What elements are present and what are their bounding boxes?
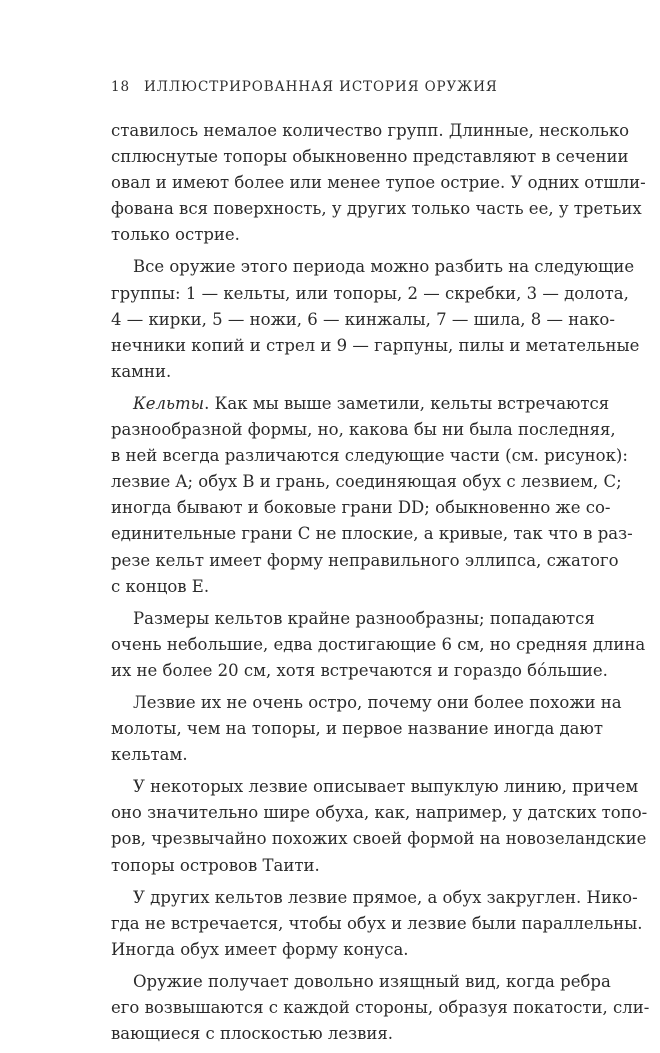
paragraph-5 bbox=[111, 690, 622, 768]
text-line: очень небольшие, едва достигающие 6 см, но средняя длина bbox=[111, 634, 646, 654]
text-line: гда не встречается, чтобы обух и лезвие были параллельны. bbox=[111, 913, 643, 933]
paragraph-7 bbox=[111, 885, 643, 963]
text-line: с концов E. bbox=[111, 576, 210, 596]
text-line: 4 — кирки, 5 — ножи, 6 — кинжалы, 7 — шила, 8 — нако- bbox=[111, 309, 615, 329]
text-line: Иногда обух имеет форму конуса. bbox=[111, 939, 409, 959]
paragraph-3 bbox=[111, 391, 633, 600]
text-line: овал и имеют более или менее тупое острие. У одних отшли- bbox=[111, 173, 646, 193]
text-line: иногда бывают и боковые грани DD; обыкновенно же со- bbox=[111, 498, 611, 518]
text-line: топоры островов Таити. bbox=[111, 855, 320, 875]
paragraph-2 bbox=[111, 254, 640, 384]
text-line: камни. bbox=[111, 361, 172, 381]
text-line: фована вся поверхность, у других только часть ее, у третьих bbox=[111, 199, 642, 219]
text-line: ставилось немалое количество групп. Длинные, несколько bbox=[111, 121, 630, 140]
text-line: только острие. bbox=[111, 225, 240, 245]
text-line: Лезвие их не очень остро, почему они более похожи на bbox=[133, 692, 622, 712]
italic-lead: Кельты bbox=[133, 393, 205, 413]
text-line: оно значительно шире обуха, как, например, у датских топо- bbox=[111, 803, 648, 823]
text-line: нечники копий и стрел и 9 — гарпуны, пилы и метательные bbox=[111, 335, 640, 355]
text-line-rest: . Как мы выше заметили, кельты встречаются bbox=[204, 393, 610, 413]
text-line: группы: 1 — кельты, или топоры, 2 — скребки, 3 — долота, bbox=[111, 283, 629, 303]
text-line: Все оружие этого периода можно разбить на следующие bbox=[133, 257, 635, 277]
text-line: кельтам. bbox=[111, 745, 188, 765]
page-number: 18 bbox=[111, 79, 130, 95]
text-line: сплюснутые топоры обыкновенно представляют в сечении bbox=[111, 147, 629, 167]
text-line: ров, чрезвычайно похожих своей формой на новозеландские bbox=[111, 829, 647, 849]
text-line: Оружие получает довольно изящный вид, когда ребра bbox=[133, 971, 611, 991]
body-text bbox=[111, 118, 650, 1053]
text-line bbox=[111, 391, 610, 417]
paragraph-1 bbox=[111, 118, 646, 248]
text-line: разнообразной формы, но, какова бы ни была последняя, bbox=[111, 420, 616, 440]
text-line: У других кельтов лезвие прямое, а обух закруглен. Нико- bbox=[133, 887, 638, 907]
text-line: резе кельт имеет форму неправильного эллипса, сжатого bbox=[111, 550, 619, 570]
running-head bbox=[111, 79, 498, 95]
text-line: молоты, чем на топоры, и первое название иногда дают bbox=[111, 719, 604, 739]
text-line: Размеры кельтов крайне разнообразны; попадаются bbox=[133, 608, 595, 628]
text-line: в ней всегда различаются следующие части (см. рисунок): bbox=[111, 446, 628, 466]
text-line: единительные грани C не плоские, а кривые, так что в раз- bbox=[111, 524, 633, 544]
book-title: ИЛЛЮСТРИРОВАННАЯ ИСТОРИЯ ОРУЖИЯ bbox=[143, 79, 498, 95]
text-line: лезвие A; обух B и грань, соединяющая обух с лезвием, C; bbox=[111, 472, 622, 492]
text-line: вающиеся с плоскостью лезвия. bbox=[111, 1024, 394, 1044]
paragraph-6 bbox=[111, 774, 648, 878]
text-line: его возвышаются с каждой стороны, образуя покатости, сли- bbox=[111, 998, 650, 1017]
text-line: У некоторых лезвие описывает выпуклую линию, причем bbox=[133, 777, 639, 797]
text-line: их не более 20 см, хотя встречаются и гораздо бóльшие. bbox=[111, 660, 608, 680]
paragraph-4 bbox=[111, 606, 646, 684]
paragraph-8 bbox=[111, 969, 650, 1047]
